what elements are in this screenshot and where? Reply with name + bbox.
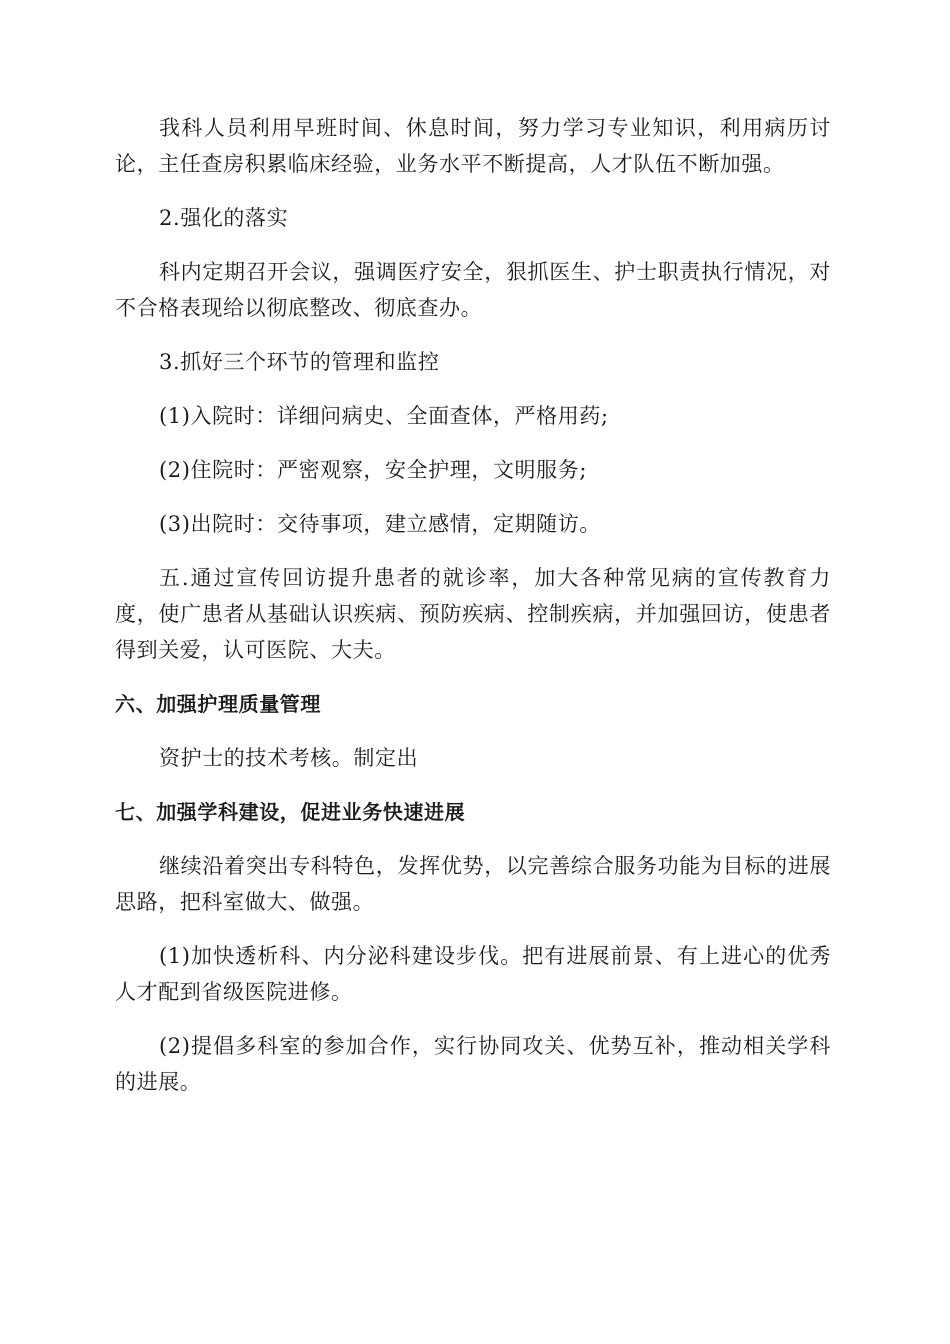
- subheading-three-links: 3.抓好三个环节的管理和监控: [159, 350, 440, 374]
- paragraph-nurse-assessment: 资护士的技术考核。制定出: [159, 746, 419, 770]
- document-body: [115, 110, 831, 1118]
- list-item-dialysis: (1)加快透析科、内分泌科建设步伐。把有进展前景、有上进心的优秀人才配到省级医院进修。: [115, 944, 831, 1004]
- list-item-cooperation: (2)提倡多科室的参加合作，实行协同攻关、优势互补，推动相关学科的进展。: [115, 1034, 831, 1094]
- list-item-discharge: (3)出院时：交待事项，建立感情，定期随访。: [159, 512, 601, 536]
- list-item-admission: (1)入院时：详细问病史、全面查体，严格用药;: [159, 404, 609, 428]
- paragraph-meetings: 科内定期召开会议，强调医疗安全，狠抓医生、护士职责执行情况，对不合格表现给以彻底整改、彻底查办。: [115, 260, 831, 320]
- section-heading-discipline: 七、加强学科建设，促进业务快速进展: [115, 800, 466, 824]
- paragraph-specialty: 继续沿着突出专科特色，发挥优势，以完善综合服务功能为目标的进展思路，把科室做大、做强。: [115, 854, 831, 914]
- list-item-hospitalization: (2)住院时：严密观察，安全护理，文明服务;: [159, 458, 588, 482]
- subheading-strengthen: 2.强化的落实: [159, 206, 289, 230]
- paragraph-study: 我科人员利用早班时间、休息时间，努力学习专业知识，利用病历讨论，主任查房积累临床经验，业务水平不断提高，人才队伍不断加强。: [115, 116, 831, 176]
- section-heading-nursing: 六、加强护理质量管理: [115, 692, 321, 716]
- paragraph-publicity: 五.通过宣传回访提升患者的就诊率，加大各种常见病的宣传教育力度，使广患者从基础认识疾病、预防疾病、控制疾病，并加强回访，使患者得到关爱，认可医院、大夫。: [115, 566, 831, 662]
